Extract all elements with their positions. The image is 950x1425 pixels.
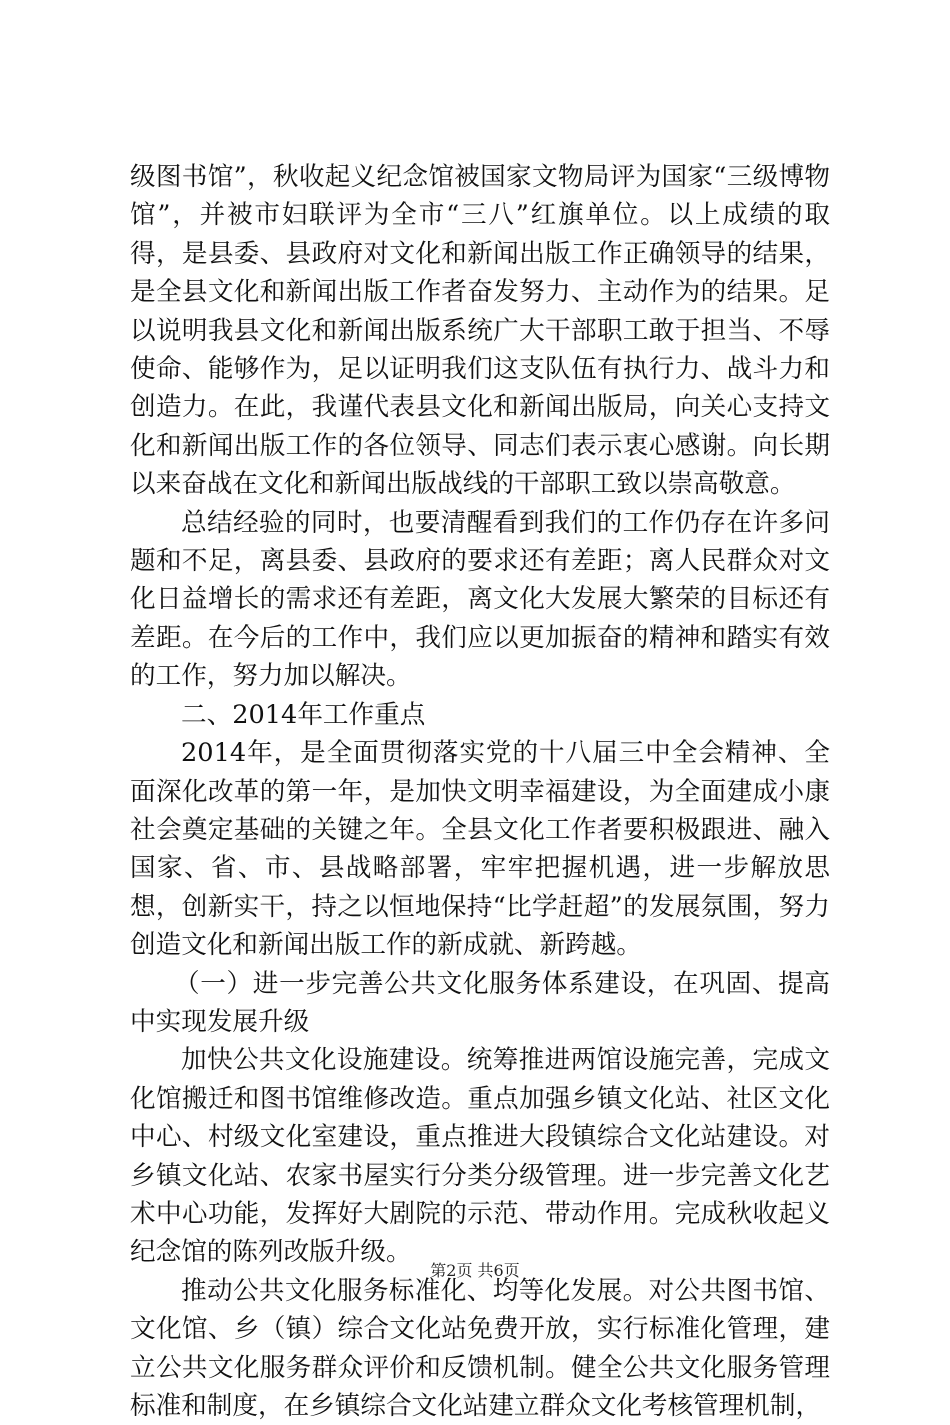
paragraph-achievements: 级图书馆”，秋收起义纪念馆被国家文物局评为国家“三级博物馆”，并被市妇联评为全市“三八”红旗单位。以上成绩的取得，是县委、县政府对文化和新闻出版工作正确领导的结果，是全县文化和新闻出版工作者奋发努力、主动作为的结果。足以说明我县文化和新闻出版系统广大干部职工敢于担当、不辱使命、能够作为，足以证明我们这支队伍有执行力、战斗力和创造力。在此，我谨代表县文化和新闻出版局，向关心支持文化和新闻出版工作的各位领导、同志们表示衷心感谢。向长期以来奋战在文化和新闻出版战线的干部职工致以崇高敬意。 bbox=[130, 162, 830, 500]
document-body bbox=[130, 158, 830, 1425]
paragraph-shortcomings: 总结经验的同时，也要清醒看到我们的工作仍存在许多问题和不足，离县委、县政府的要求还有差距；离人民群众对文化日益增长的需求还有差距，离文化大发展大繁荣的目标还有差距。在今后的工作中，我们应以更加振奋的精神和踏实有效的工作，努力加以解决。 bbox=[130, 507, 830, 692]
paragraph-facilities: 加快公共文化设施建设。统筹推进两馆设施完善，完成文化馆搬迁和图书馆维修改造。重点加强乡镇文化站、社区文化中心、村级文化室建设，重点推进大段镇综合文化站建设。对乡镇文化站、农家书屋实行分类分级管理。进一步完善文化艺术中心功能，发挥好大剧院的示范、带动作用。完成秋收起义纪念馆的陈列改版升级。 bbox=[130, 1045, 830, 1268]
paragraph-standardization: 推动公共文化服务标准化、均等化发展。对公共图书馆、文化馆、乡（镇）综合文化站免费开放，实行标准化管理，建立公共文化服务群众评价和反馈机制。健全公共文化服务管理标准和制度，在乡镇综合文化站建立群众文化考核管理机制， bbox=[130, 1275, 830, 1421]
paragraph-2014-overview: 2014年，是全面贯彻落实党的十八届三中全会精神、全面深化改革的第一年，是加快文明幸福建设，为全面建成小康社会奠定基础的关键之年。全县文化工作者要积极跟进、融入国家、省、市、县战略部署，牢牢把握机遇，进一步解放思想，创新实干，持之以恒地保持“比学赶超”的发展氛围，努力创造文化和新闻出版工作的新成就、新跨越。 bbox=[130, 738, 830, 961]
page-number-footer: 第2页 共6页 bbox=[430, 1261, 520, 1280]
subsection-heading-1: （一）进一步完善公共文化服务体系建设，在巩固、提高中实现发展升级 bbox=[130, 968, 830, 1037]
section-heading-2014: 二、2014年工作重点 bbox=[181, 699, 426, 730]
